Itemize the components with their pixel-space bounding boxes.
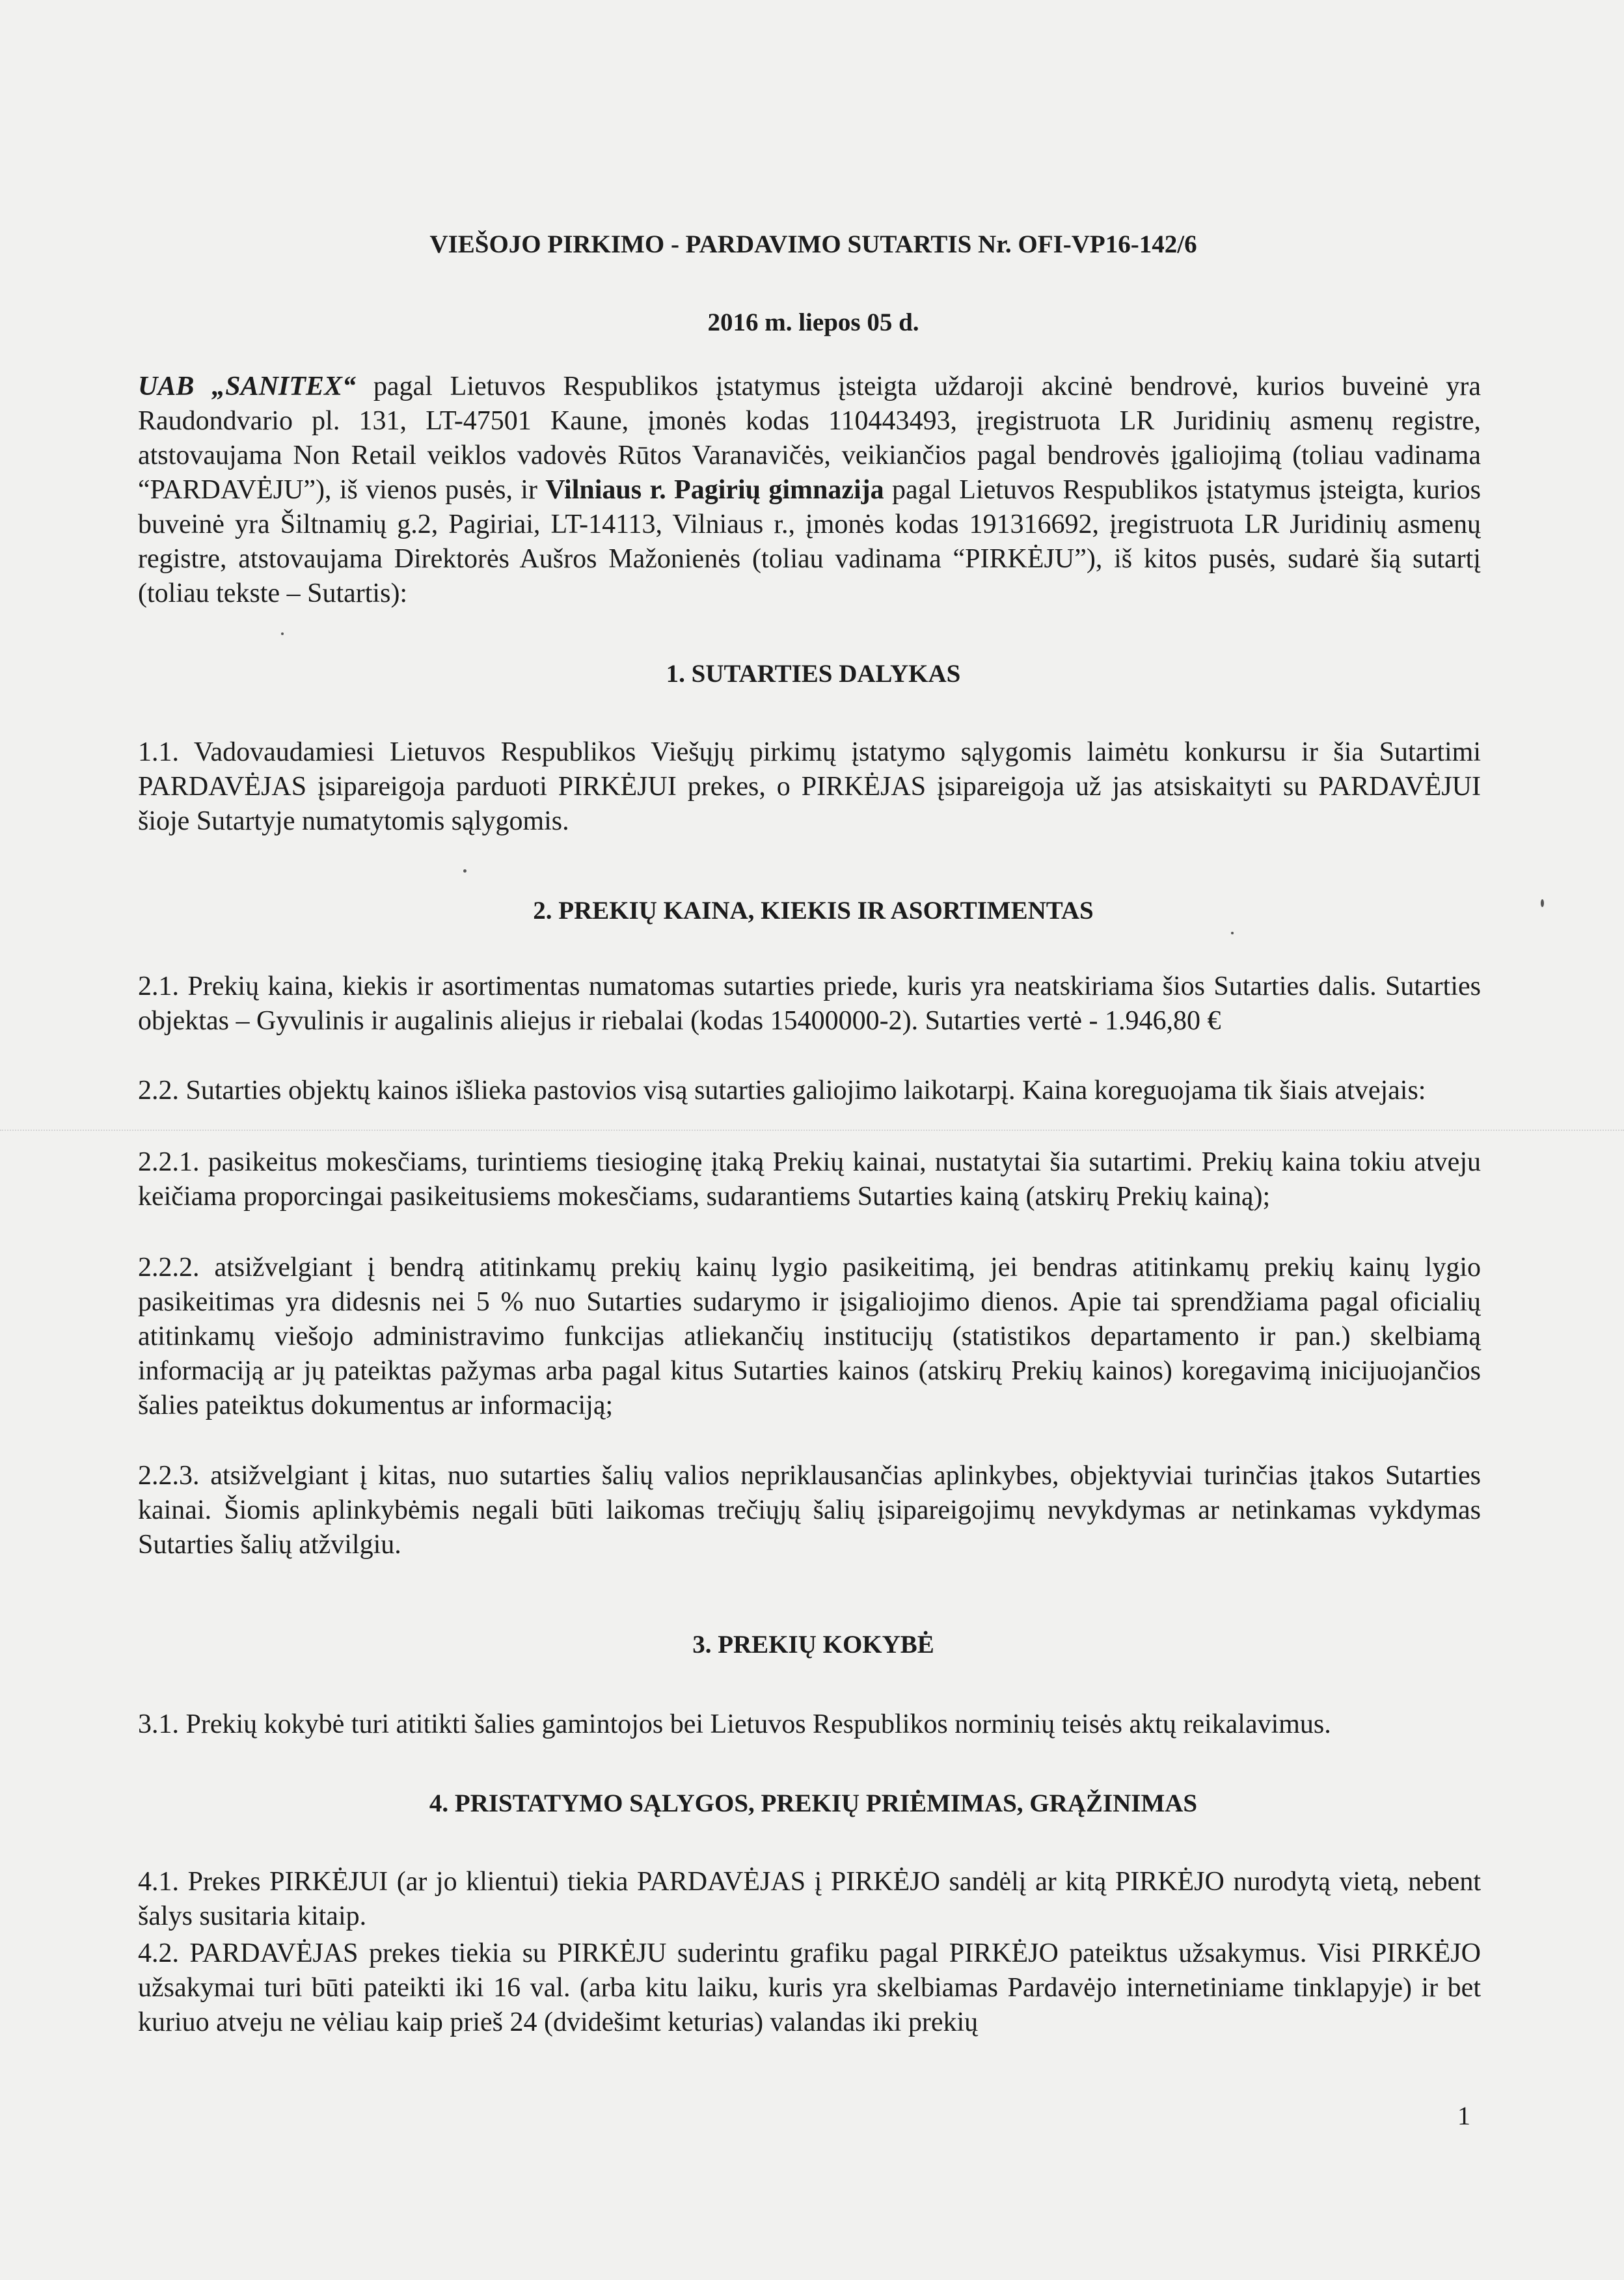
clause-2-2-2: 2.2.2. atsižvelgiant į bendrą atitinkamų prekių kainų lygio pasikeitimą, jei bendras atitinkamų prekių kainų lygio pasikeitimas yra didesnis nei 5 % nuo Sutarties sudarymo ir įsigaliojimo dienos. Apie tai sprendžiama pagal oficialių atitinkamų viešojo administravimo funkcijas atliekančių institucijų (statistikos departamento ir pan.) skelbiamą informaciją ar jų pateiktas pažymas arba pagal kitus Sutarties kainos (atskirų Prekių kainos) koregavimą inicijuojančios šalies pateiktus dokumentus ar informaciją; bbox=[138, 1253, 1481, 1420]
section-heading-3: 3. PREKIŲ KOKYBĖ bbox=[692, 1631, 934, 1659]
buyer-name: Vilniaus r. Pagirių gimnazija bbox=[545, 475, 884, 505]
clause-4-1: 4.1. Prekes PIRKĖJUI (ar jo klientui) tiekia PARDAVĖJAS į PIRKĖJO sandėlį ar kitą PIRKĖJO nurodytą vietą, nebent šalys susitaria kitaip. bbox=[138, 1867, 1481, 1931]
scan-speck bbox=[463, 869, 467, 873]
clause-2-2-1: 2.2.1. pasikeitus mokesčiams, turintiems tiesioginę įtaką Prekių kainai, nustatytai šia sutartimi. Prekių kaina tokiu atveju keičiama proporcingai pasikeitusiems mokesčiams, sudarantiems Sutarties kainą (atskirų Prekių kainą); bbox=[138, 1147, 1481, 1212]
intro-text-part1: pagal Lietuvos Respublikos įstatymus įsteigta uždaroji akcinė bendrovė, kurios buveinė yra Raudondvario pl. 131, LT-47501 Kaune, įmonės kodas 110443493, įregistruota LR Juridinių asmenų registre, atstovaujama Non Retail veiklos vadovės Rūtos Varanavičės, veikiančios pagal bendrovės įgaliojimą (toliau vadinama “PARDAVĖJU”), iš vienos pusės, ir bbox=[138, 372, 1481, 505]
scan-speck bbox=[1231, 932, 1234, 934]
contract-date: 2016 m. liepos 05 d. bbox=[707, 308, 919, 336]
clause-2-2-3: 2.2.3. atsižvelgiant į kitas, nuo sutarties šalių valios nepriklausančias aplinkybes, objektyviai turinčias įtakos Sutarties kainai. Šiomis aplinkybėmis negali būti laikomas trečiųjų šalių įsipareigojimų nevykdymas ar netinkamas vykdymas Sutarties šalių atžvilgiu. bbox=[138, 1461, 1481, 1560]
clause-1-1: 1.1. Vadovaudamiesi Lietuvos Respublikos Viešųjų pirkimų įstatymo sąlygomis laimėtu konkursu ir šia Sutartimi PARDAVĖJAS įsipareigoja parduoti PIRKĖJUI prekes, o PIRKĖJAS įsipareigoja už jas atsiskaityti su PARDAVĖJUI šioje Sutartyje numatytomis sąlygomis. bbox=[138, 737, 1481, 836]
clause-3-1: 3.1. Prekių kokybė turi atitikti šalies gamintojos bei Lietuvos Respublikos norminių teisės aktų reikalavimus. bbox=[138, 1709, 1331, 1739]
scan-speck bbox=[281, 632, 284, 635]
section-heading-2: 2. PREKIŲ KAINA, KIEKIS IR ASORTIMENTAS bbox=[533, 897, 1094, 925]
contract-title: VIEŠOJO PIRKIMO - PARDAVIMO SUTARTIS Nr. OFI-VP16-142/6 bbox=[429, 230, 1197, 258]
section-heading-4: 4. PRISTATYMO SĄLYGOS, PREKIŲ PRIĖMIMAS, GRĄŽINIMAS bbox=[429, 1789, 1198, 1817]
clause-2-2: 2.2. Sutarties objektų kainos išlieka pastovios visą sutarties galiojimo laikotarpį. Kaina koreguojama tik šiais atvejais: bbox=[138, 1076, 1426, 1106]
intro-text-part2: pagal Lietuvos Respublikos įstatymus įsteigta, kurios buveinė yra Šiltnamių g.2, Pagiriai, LT-14113, Vilniaus r., įmonės kodas 191316692, įregistruota LR Juridinių asmenų registre, atstovaujama Direktorės Aušros Mažonienės (toliau vadinama “PIRKĖJU”), iš kitos pusės, sudarė šią sutartį (toliau tekste – Sutartis): bbox=[138, 475, 1481, 608]
clause-4-2: 4.2. PARDAVĖJAS prekes tiekia su PIRKĖJU suderintu grafiku pagal PIRKĖJO pateiktus užsakymus. Visi PIRKĖJO užsakymai turi būti pateikti iki 16 val. (arba kitu laiku, kuris yra skelbiamas Pardavėjo internetiniame tinklapyje) ir bet kuriuo atveju ne vėliau kaip prieš 24 (dvidešimt keturias) valandas iki prekių bbox=[138, 1938, 1481, 2037]
page-number: 1 bbox=[1457, 2101, 1470, 2130]
scan-artifact-line bbox=[0, 1130, 1624, 1131]
clause-2-1: 2.1. Prekių kaina, kiekis ir asortimentas numatomas sutarties priede, kuris yra neatskiriama šios Sutarties dalis. Sutarties objektas – Gyvulinis ir augalinis aliejus ir riebalai (kodas 15400000-2). Sutarties vertė - 1.946,80 € bbox=[138, 971, 1481, 1036]
intro-paragraph bbox=[138, 370, 1481, 611]
scan-speck bbox=[1541, 899, 1544, 907]
section-heading-1: 1. SUTARTIES DALYKAS bbox=[666, 660, 961, 688]
seller-name: UAB „SANITEX“ bbox=[138, 372, 356, 401]
